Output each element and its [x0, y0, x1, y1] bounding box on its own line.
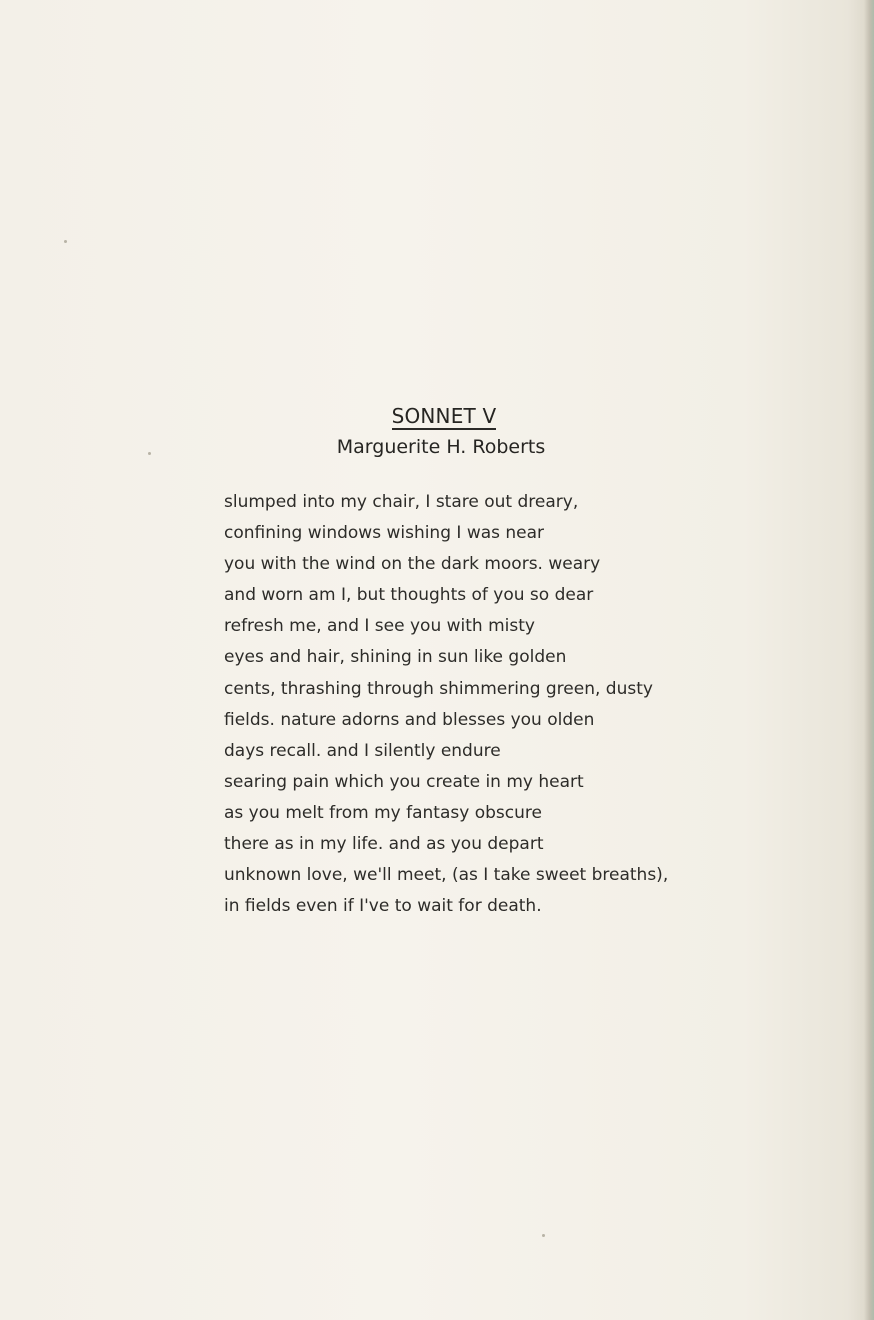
poem-title-text: SONNET V [391, 404, 497, 428]
poem-author: Marguerite H. Roberts [336, 436, 546, 458]
poem-line: slumped into my chair, I stare out dreary, [224, 492, 579, 512]
poem-line: there as in my life. and as you depart [224, 834, 544, 855]
poem-line: you with the wind on the dark moors. weary [224, 554, 601, 575]
poem-line: refresh me, and I see you with misty [224, 616, 535, 637]
poem-body [224, 487, 684, 922]
poem-line: searing pain which you create in my heart [224, 771, 584, 792]
poem-line: unknown love, we'll meet, (as I take sweet breaths), [224, 865, 669, 886]
page-edge-shadow [864, 0, 874, 1320]
poem-line: confining windows wishing I was near [224, 523, 545, 544]
paper-speck [542, 1234, 545, 1237]
poem-title [0, 404, 874, 430]
poem-line: days recall. and I silently endure [224, 740, 501, 761]
paper-speck [64, 240, 67, 243]
poem-line: as you melt from my fantasy obscure [224, 802, 542, 823]
poem-line: cents, thrashing through shimmering green, dusty [224, 678, 653, 699]
poem-line: eyes and hair, shining in sun like golden [224, 647, 567, 668]
poem-line: in fields even if I've to wait for death. [224, 896, 542, 917]
poem-line: and worn am I, but thoughts of you so dear [224, 585, 594, 606]
poem-line: fields. nature adorns and blesses you olden [224, 709, 595, 730]
